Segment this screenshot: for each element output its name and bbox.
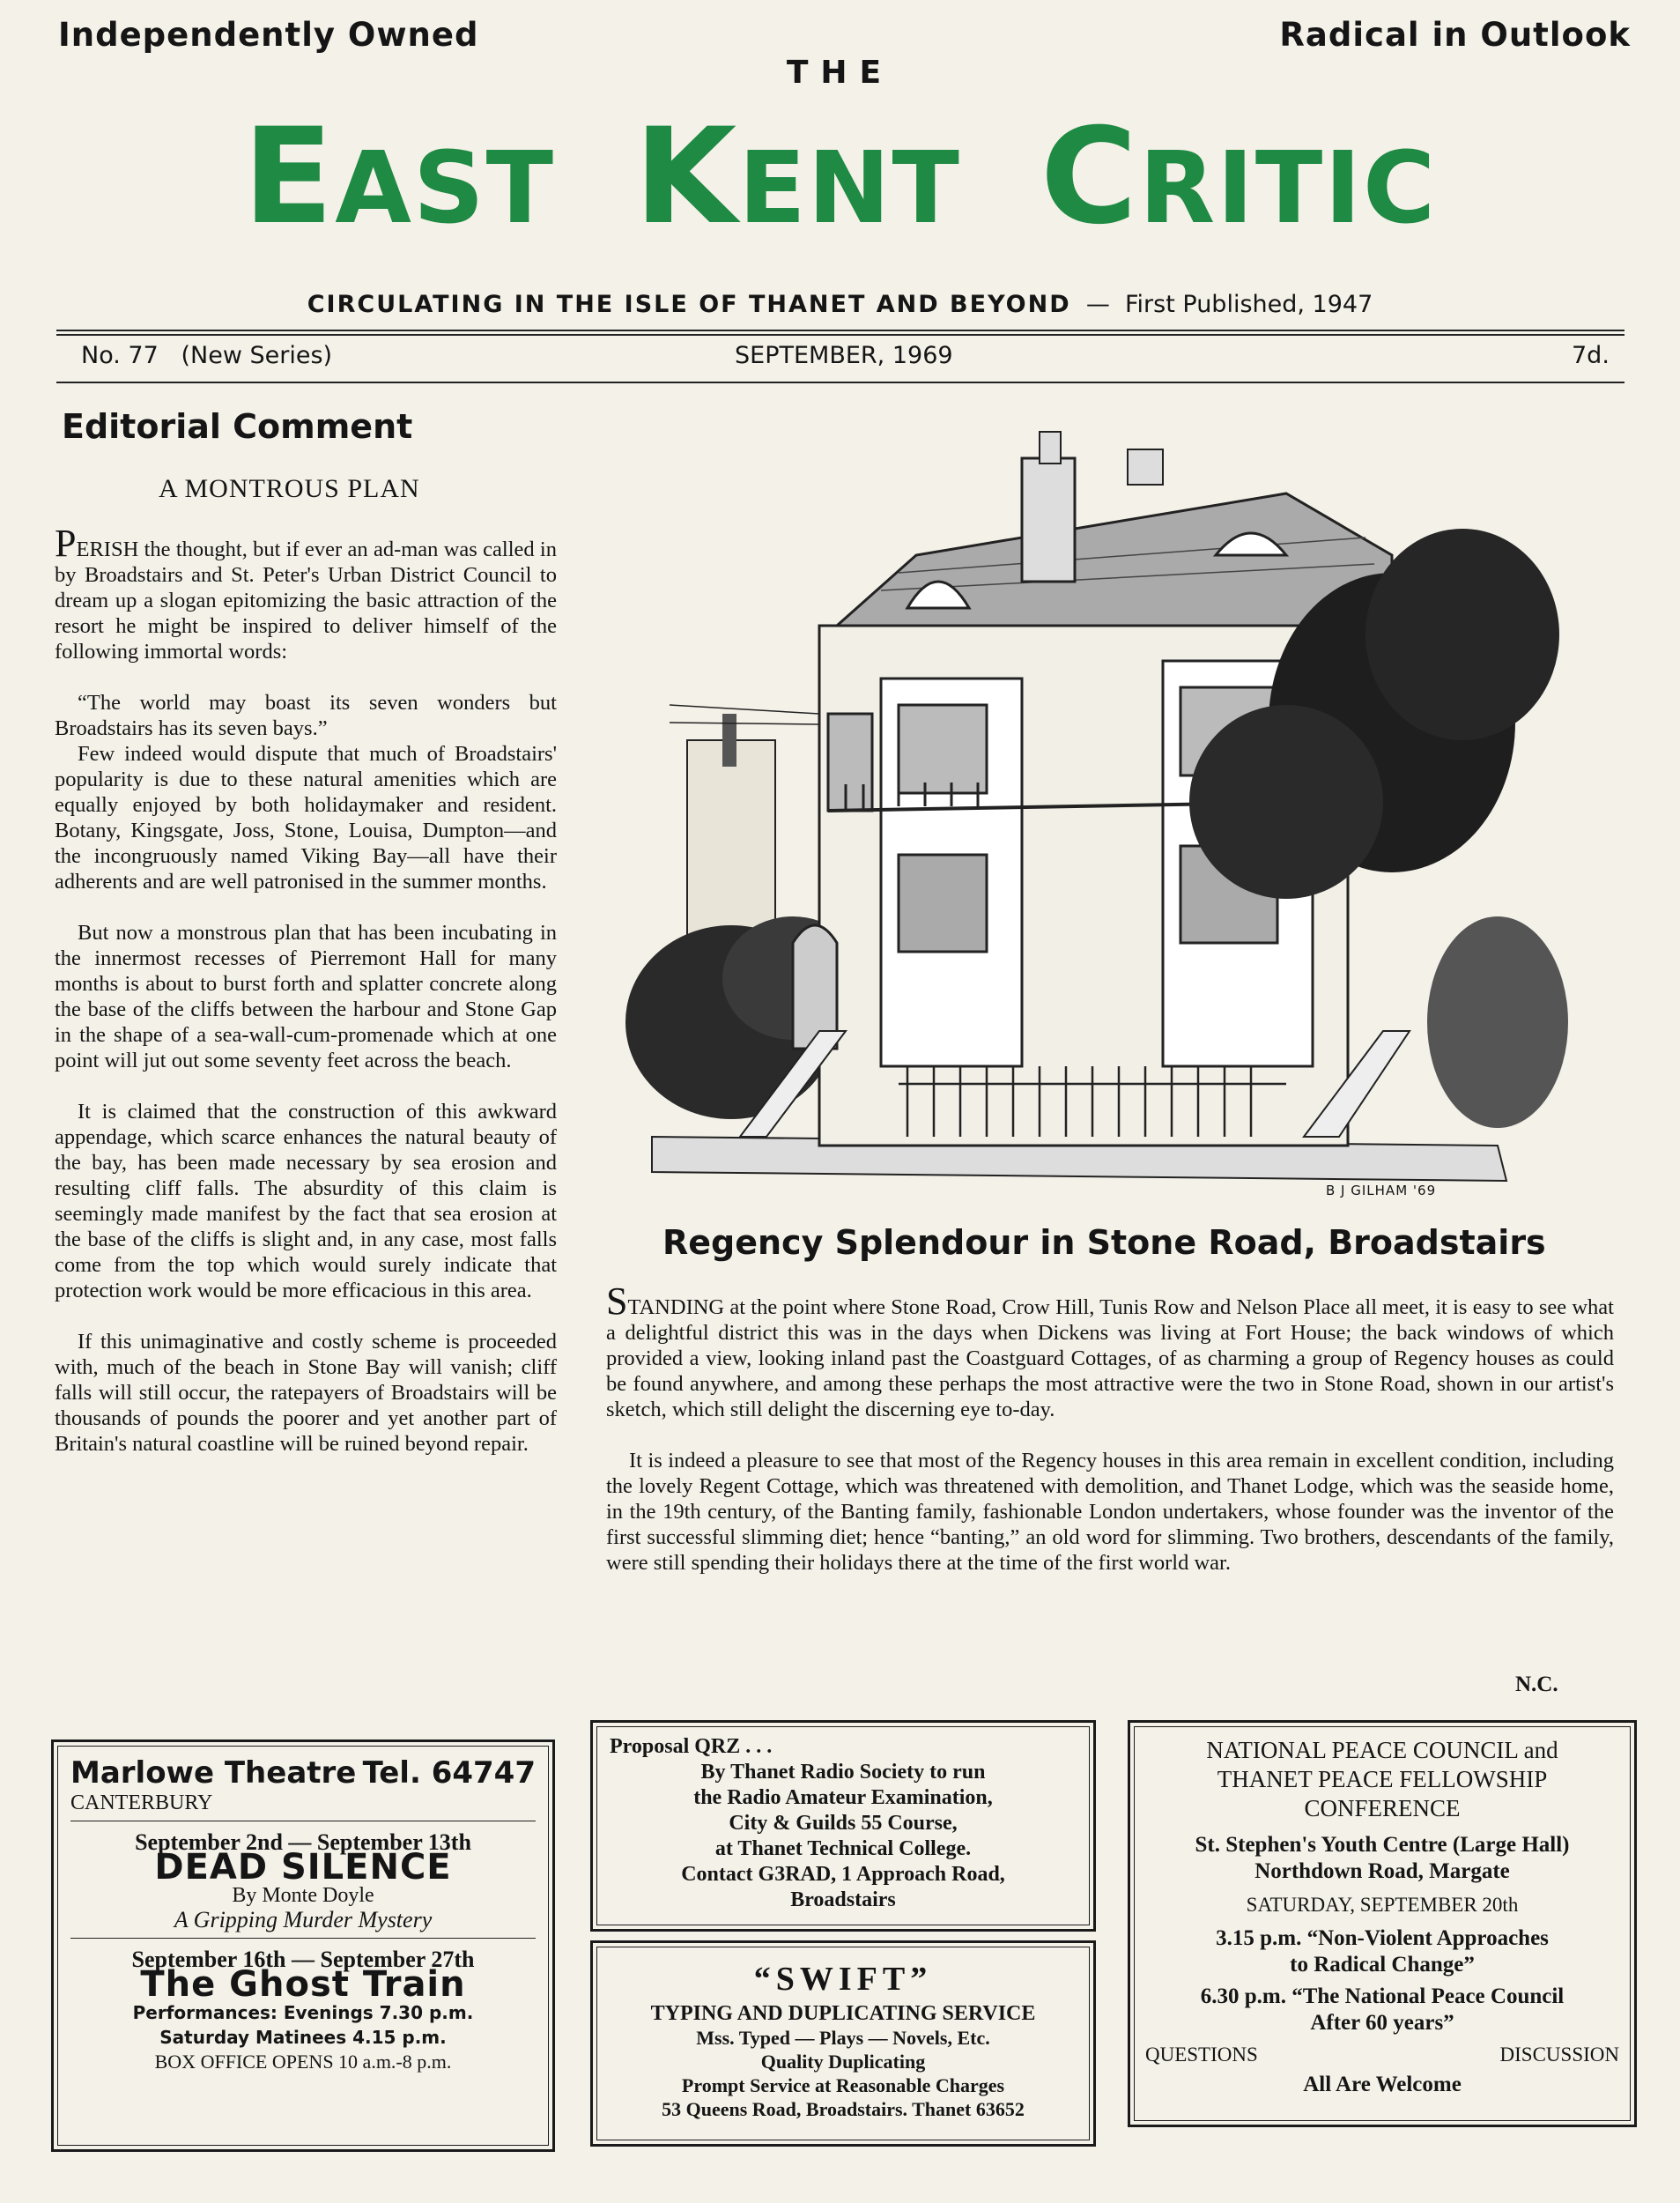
qrz-line: the Radio Amateur Examination, — [693, 1786, 993, 1809]
issue-number: No. 77 (New Series) — [81, 342, 333, 369]
qrz-line: at Thanet Technical College. — [714, 1837, 972, 1860]
play1-title: DEAD SILENCE — [154, 1847, 452, 1888]
header-rule-top — [56, 330, 1624, 331]
swift-line: Prompt Service at Reasonable Charges — [681, 2074, 1005, 2096]
qrz-line: City & Guilds 55 Course, — [729, 1812, 958, 1835]
play1-description: A Gripping Murder Mystery — [70, 1908, 536, 1939]
editorial-paragraph: If this unimaginative and costly scheme is proceeded with, much of the beach in Stone Bay will vanish; cliff falls will still occur, the ratepayers of Broadstairs will be thousands of pounds the poorer and yet another part of Britain's natural coastline will be ruined beyond repair. — [55, 1330, 557, 1456]
peace-session: After 60 years” — [1310, 2011, 1454, 2035]
swift-line: Mss. Typed — Plays — Novels, Etc. — [696, 2027, 990, 2049]
performance-times: Performances: Evenings 7.30 p.m. — [132, 2002, 474, 2023]
theatre-tel: Tel. 64747 — [362, 1755, 536, 1791]
peace-title: THANET PEACE FELLOWSHIP — [1217, 1766, 1548, 1792]
peace-venue: Northdown Road, Margate — [1254, 1859, 1510, 1883]
theatre-name: Marlowe Theatre — [70, 1755, 357, 1791]
editorial-heading: Editorial Comment — [62, 407, 413, 446]
peace-title: NATIONAL PEACE COUNCIL and — [1206, 1737, 1558, 1763]
qrz-line: By Thanet Radio Society to run — [700, 1761, 986, 1784]
box-office: BOX OFFICE OPENS 10 a.m.-8 p.m. — [154, 2051, 452, 2073]
matinee-times: Saturday Matinees 4.15 p.m. — [159, 2027, 447, 2048]
swift-subtitle: TYPING AND DUPLICATING SERVICE — [650, 2002, 1036, 2025]
editorial-paragraph: PERISH the thought, but if ever an ad-man was called in by Broadstairs and St. Peter's Urban District Council to dream up a slogan epitomizing the basic attraction of the resort he might be inspired to deliver himself of the following immortal words: — [55, 522, 557, 664]
play1-author: By Monte Doyle — [232, 1884, 374, 1907]
marlowe-header — [70, 1755, 536, 1791]
play1-dates: September 2nd — September 13th — [135, 1829, 471, 1855]
radio-society-ad — [590, 1720, 1096, 1932]
peace-discussion: DISCUSSION — [1499, 2044, 1619, 2066]
play2-title: The Ghost Train — [140, 1964, 466, 2005]
feature-paragraph: It is indeed a pleasure to see that most of the Regency houses in this area remain in excellent condition, including the lovely Regent Cottage, which was threatened with demolition, and Thanet Lodge, which was the seaside home, in the 19th century, of the Banting family, fashionable London undertakers, whose founder was the inventor of the first successful slimming diet; hence “banting,” an old word for slimming. Two brothers, descendants of the family, were still spending their holidays there at the time of the first world war. — [606, 1449, 1614, 1575]
editorial-paragraph: Few indeed would dispute that much of Broadstairs' popularity is due to these natural amenities which are equally enjoyed by both holidaymaker and resident. Botany, Kingsgate, Joss, Stone, Louisa, Dumpton—and the incongruously named Viking Bay—all have their adherents and are well patronised in the summer months. — [55, 742, 557, 894]
circulation-line: CIRCULATING IN THE ISLE OF THANET AND BEYOND — First Published, 1947 — [307, 291, 1373, 318]
swift-line: 53 Queens Road, Broadstairs. Thanet 63652 — [662, 2098, 1025, 2120]
swift-title: “SWIFT” — [753, 1961, 933, 1998]
peace-session: to Radical Change” — [1290, 1953, 1475, 1977]
peace-session: 6.30 p.m. “The National Peace Council — [1200, 1984, 1565, 2008]
peace-venue: St. Stephen's Youth Centre (Large Hall) — [1195, 1833, 1570, 1857]
tagline-left: Independently Owned — [58, 16, 479, 54]
masthead-title: EAST KENT CRITIC — [242, 100, 1438, 254]
issue-date: SEPTEMBER, 1969 — [735, 342, 953, 369]
swift-line: Quality Duplicating — [760, 2051, 926, 2073]
editorial-paragraph: It is claimed that the construction of this awkward appendage, which scarce enhances the natural beauty of the bay, has been made necessary by sea erosion and resulting cliff falls. The absurdity of this claim is seemingly made manifest by the fact that sea erosion at the base of the cliffs is slight and, in any case, most falls come from the top which would surely indicate that protection work would be more efficacious in this area. — [55, 1100, 557, 1302]
peace-questions: QUESTIONS — [1145, 2044, 1258, 2066]
peace-session: 3.15 p.m. “Non-Violent Approaches — [1216, 1926, 1549, 1950]
peace-date: SATURDAY, SEPTEMBER 20th — [1246, 1894, 1519, 1916]
feature-heading: Regency Splendour in Stone Road, Broadstairs — [662, 1223, 1546, 1262]
peace-qd — [1145, 2042, 1619, 2068]
editorial-quote: “The world may boast its seven wonders but Broadstairs has its seven bays.” — [55, 691, 557, 740]
swift-typing-ad — [590, 1940, 1096, 2147]
peace-title: CONFERENCE — [1304, 1795, 1461, 1821]
marlowe-theatre-ad — [51, 1739, 555, 2152]
feature-paragraph: STANDING at the point where Stone Road, Crow Hill, Tunis Row and Nelson Place all meet, it is easy to see what a delightful district this was in the days when Dickens was living at Fort House; the back windows of which provided a view, looking inland past the Coastguard Cottages, of as charming a group of Regency houses as could be found anywhere, and among these perhaps the most attractive were the two in Stone Road, shown in our artist's sketch, which still delight the discerning eye to-day. — [606, 1280, 1614, 1421]
issue-price: 7d. — [1572, 342, 1610, 369]
editorial-paragraph: But now a monstrous plan that has been incubating in the innermost recesses of Pierremont Hall for many months is about to burst forth and splatter concrete along the base of the cliffs between the harbour and Stone Gap in the shape of a sea-wall-cum-promenade which at one point will jut out some seventy feet across the beach. — [55, 921, 557, 1072]
qrz-title: Proposal QRZ . . . — [610, 1735, 773, 1758]
editorial-column — [55, 522, 557, 1482]
feature-column — [606, 1280, 1614, 1601]
masthead-the: THE — [786, 55, 894, 91]
qrz-line: Broadstairs — [790, 1888, 896, 1911]
header-rule-top-2 — [56, 334, 1624, 336]
theatre-town: CANTERBURY — [70, 1791, 536, 1821]
house-sketch-illustration — [617, 414, 1639, 1190]
editorial-subheading: A MONTROUS PLAN — [159, 474, 420, 503]
peace-council-ad — [1128, 1720, 1637, 2127]
play2-dates: September 16th — September 27th — [131, 1947, 475, 1972]
qrz-line: Contact G3RAD, 1 Approach Road, — [681, 1863, 1005, 1886]
feature-signature: N.C. — [1515, 1673, 1558, 1696]
illustration-credit: B J GILHAM '69 — [1326, 1183, 1437, 1198]
header-rule-bottom — [56, 382, 1624, 383]
peace-welcome: All Are Welcome — [1303, 2073, 1462, 2096]
tagline-right: Radical in Outlook — [1279, 16, 1631, 54]
